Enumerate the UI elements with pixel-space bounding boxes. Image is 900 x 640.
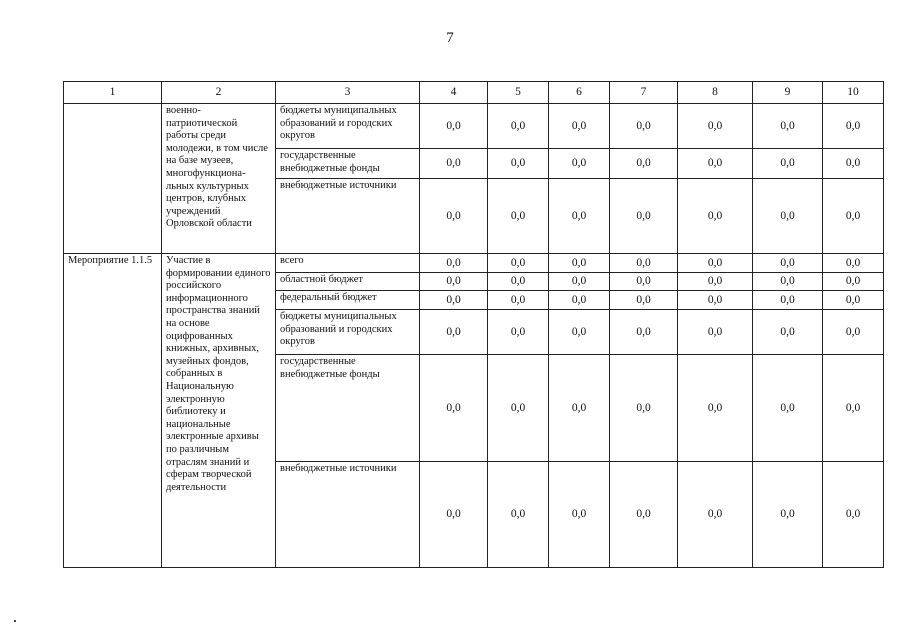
value-cell: 0,0 xyxy=(420,254,488,273)
value-cell: 0,0 xyxy=(823,179,884,254)
col-header-4: 4 xyxy=(420,82,488,104)
value-cell: 0,0 xyxy=(823,310,884,355)
value-cell: 0,0 xyxy=(549,179,610,254)
col-header-2: 2 xyxy=(162,82,276,104)
value-cell: 0,0 xyxy=(823,355,884,462)
page-number: 7 xyxy=(446,30,454,46)
value-cell: 0,0 xyxy=(420,104,488,149)
value-cell: 0,0 xyxy=(610,273,678,291)
value-cell: 0,0 xyxy=(823,291,884,310)
value-cell: 0,0 xyxy=(420,291,488,310)
value-cell: 0,0 xyxy=(610,149,678,179)
value-cell: 0,0 xyxy=(488,273,549,291)
value-cell: 0,0 xyxy=(549,254,610,273)
value-cell: 0,0 xyxy=(549,291,610,310)
value-cell: 0,0 xyxy=(549,462,610,568)
value-cell: 0,0 xyxy=(610,310,678,355)
col-header-9: 9 xyxy=(753,82,823,104)
value-cell: 0,0 xyxy=(610,291,678,310)
col-header-8: 8 xyxy=(678,82,753,104)
scan-speck xyxy=(14,620,16,622)
row-source: всего xyxy=(276,254,420,273)
value-cell: 0,0 xyxy=(488,179,549,254)
value-cell: 0,0 xyxy=(488,462,549,568)
row-source: бюджеты муниципальных образований и городских округов xyxy=(276,104,420,149)
value-cell: 0,0 xyxy=(488,149,549,179)
value-cell: 0,0 xyxy=(678,254,753,273)
row-source: бюджеты муниципальных образований и городских округов xyxy=(276,310,420,355)
col-header-5: 5 xyxy=(488,82,549,104)
value-cell: 0,0 xyxy=(678,355,753,462)
value-cell: 0,0 xyxy=(753,355,823,462)
group-a-description: военно-патриотической работы среди молодежи, в том числе на базе музеев, многофункциона-льных культурных центров, клубных учреждений Орловской области xyxy=(162,104,276,254)
value-cell: 0,0 xyxy=(823,462,884,568)
value-cell: 0,0 xyxy=(420,462,488,568)
value-cell: 0,0 xyxy=(678,104,753,149)
group-a-label xyxy=(64,104,162,254)
value-cell: 0,0 xyxy=(610,104,678,149)
value-cell: 0,0 xyxy=(420,310,488,355)
group-b-description: Участие в формировании единого российского информационного пространства знаний на основе оцифрованных книжных, архивных, музейных фондов, собранных в Национальную электронную библиотеку и национальные электронные архивы по различным отраслям знаний и сферам творческой деятельности xyxy=(162,254,276,568)
value-cell: 0,0 xyxy=(549,310,610,355)
col-header-3: 3 xyxy=(276,82,420,104)
value-cell: 0,0 xyxy=(488,104,549,149)
value-cell: 0,0 xyxy=(753,104,823,149)
row-source: государственные внебюджетные фонды xyxy=(276,355,420,462)
value-cell: 0,0 xyxy=(610,179,678,254)
value-cell: 0,0 xyxy=(678,149,753,179)
value-cell: 0,0 xyxy=(549,149,610,179)
value-cell: 0,0 xyxy=(488,355,549,462)
value-cell: 0,0 xyxy=(753,254,823,273)
col-header-1: 1 xyxy=(64,82,162,104)
value-cell: 0,0 xyxy=(488,310,549,355)
value-cell: 0,0 xyxy=(488,291,549,310)
value-cell: 0,0 xyxy=(753,149,823,179)
row-source: федеральный бюджет xyxy=(276,291,420,310)
table-row xyxy=(64,104,884,149)
value-cell: 0,0 xyxy=(823,149,884,179)
value-cell: 0,0 xyxy=(678,291,753,310)
value-cell: 0,0 xyxy=(420,179,488,254)
row-source: областной бюджет xyxy=(276,273,420,291)
header-row xyxy=(64,82,884,104)
value-cell: 0,0 xyxy=(753,310,823,355)
value-cell: 0,0 xyxy=(753,179,823,254)
value-cell: 0,0 xyxy=(678,273,753,291)
value-cell: 0,0 xyxy=(610,254,678,273)
value-cell: 0,0 xyxy=(420,273,488,291)
budget-table xyxy=(63,81,884,568)
value-cell: 0,0 xyxy=(678,462,753,568)
value-cell: 0,0 xyxy=(420,149,488,179)
row-source: государственные внебюджетные фонды xyxy=(276,149,420,179)
value-cell: 0,0 xyxy=(420,355,488,462)
table-row xyxy=(64,254,884,273)
value-cell: 0,0 xyxy=(823,104,884,149)
value-cell: 0,0 xyxy=(753,291,823,310)
col-header-7: 7 xyxy=(610,82,678,104)
value-cell: 0,0 xyxy=(753,273,823,291)
value-cell: 0,0 xyxy=(678,179,753,254)
col-header-6: 6 xyxy=(549,82,610,104)
value-cell: 0,0 xyxy=(753,462,823,568)
value-cell: 0,0 xyxy=(610,462,678,568)
value-cell: 0,0 xyxy=(549,355,610,462)
value-cell: 0,0 xyxy=(549,104,610,149)
group-b-label: Мероприятие 1.1.5 xyxy=(64,254,162,568)
value-cell: 0,0 xyxy=(678,310,753,355)
row-source: внебюджетные источники xyxy=(276,462,420,568)
value-cell: 0,0 xyxy=(488,254,549,273)
row-source: внебюджетные источники xyxy=(276,179,420,254)
value-cell: 0,0 xyxy=(549,273,610,291)
value-cell: 0,0 xyxy=(823,254,884,273)
col-header-10: 10 xyxy=(823,82,884,104)
value-cell: 0,0 xyxy=(610,355,678,462)
value-cell: 0,0 xyxy=(823,273,884,291)
